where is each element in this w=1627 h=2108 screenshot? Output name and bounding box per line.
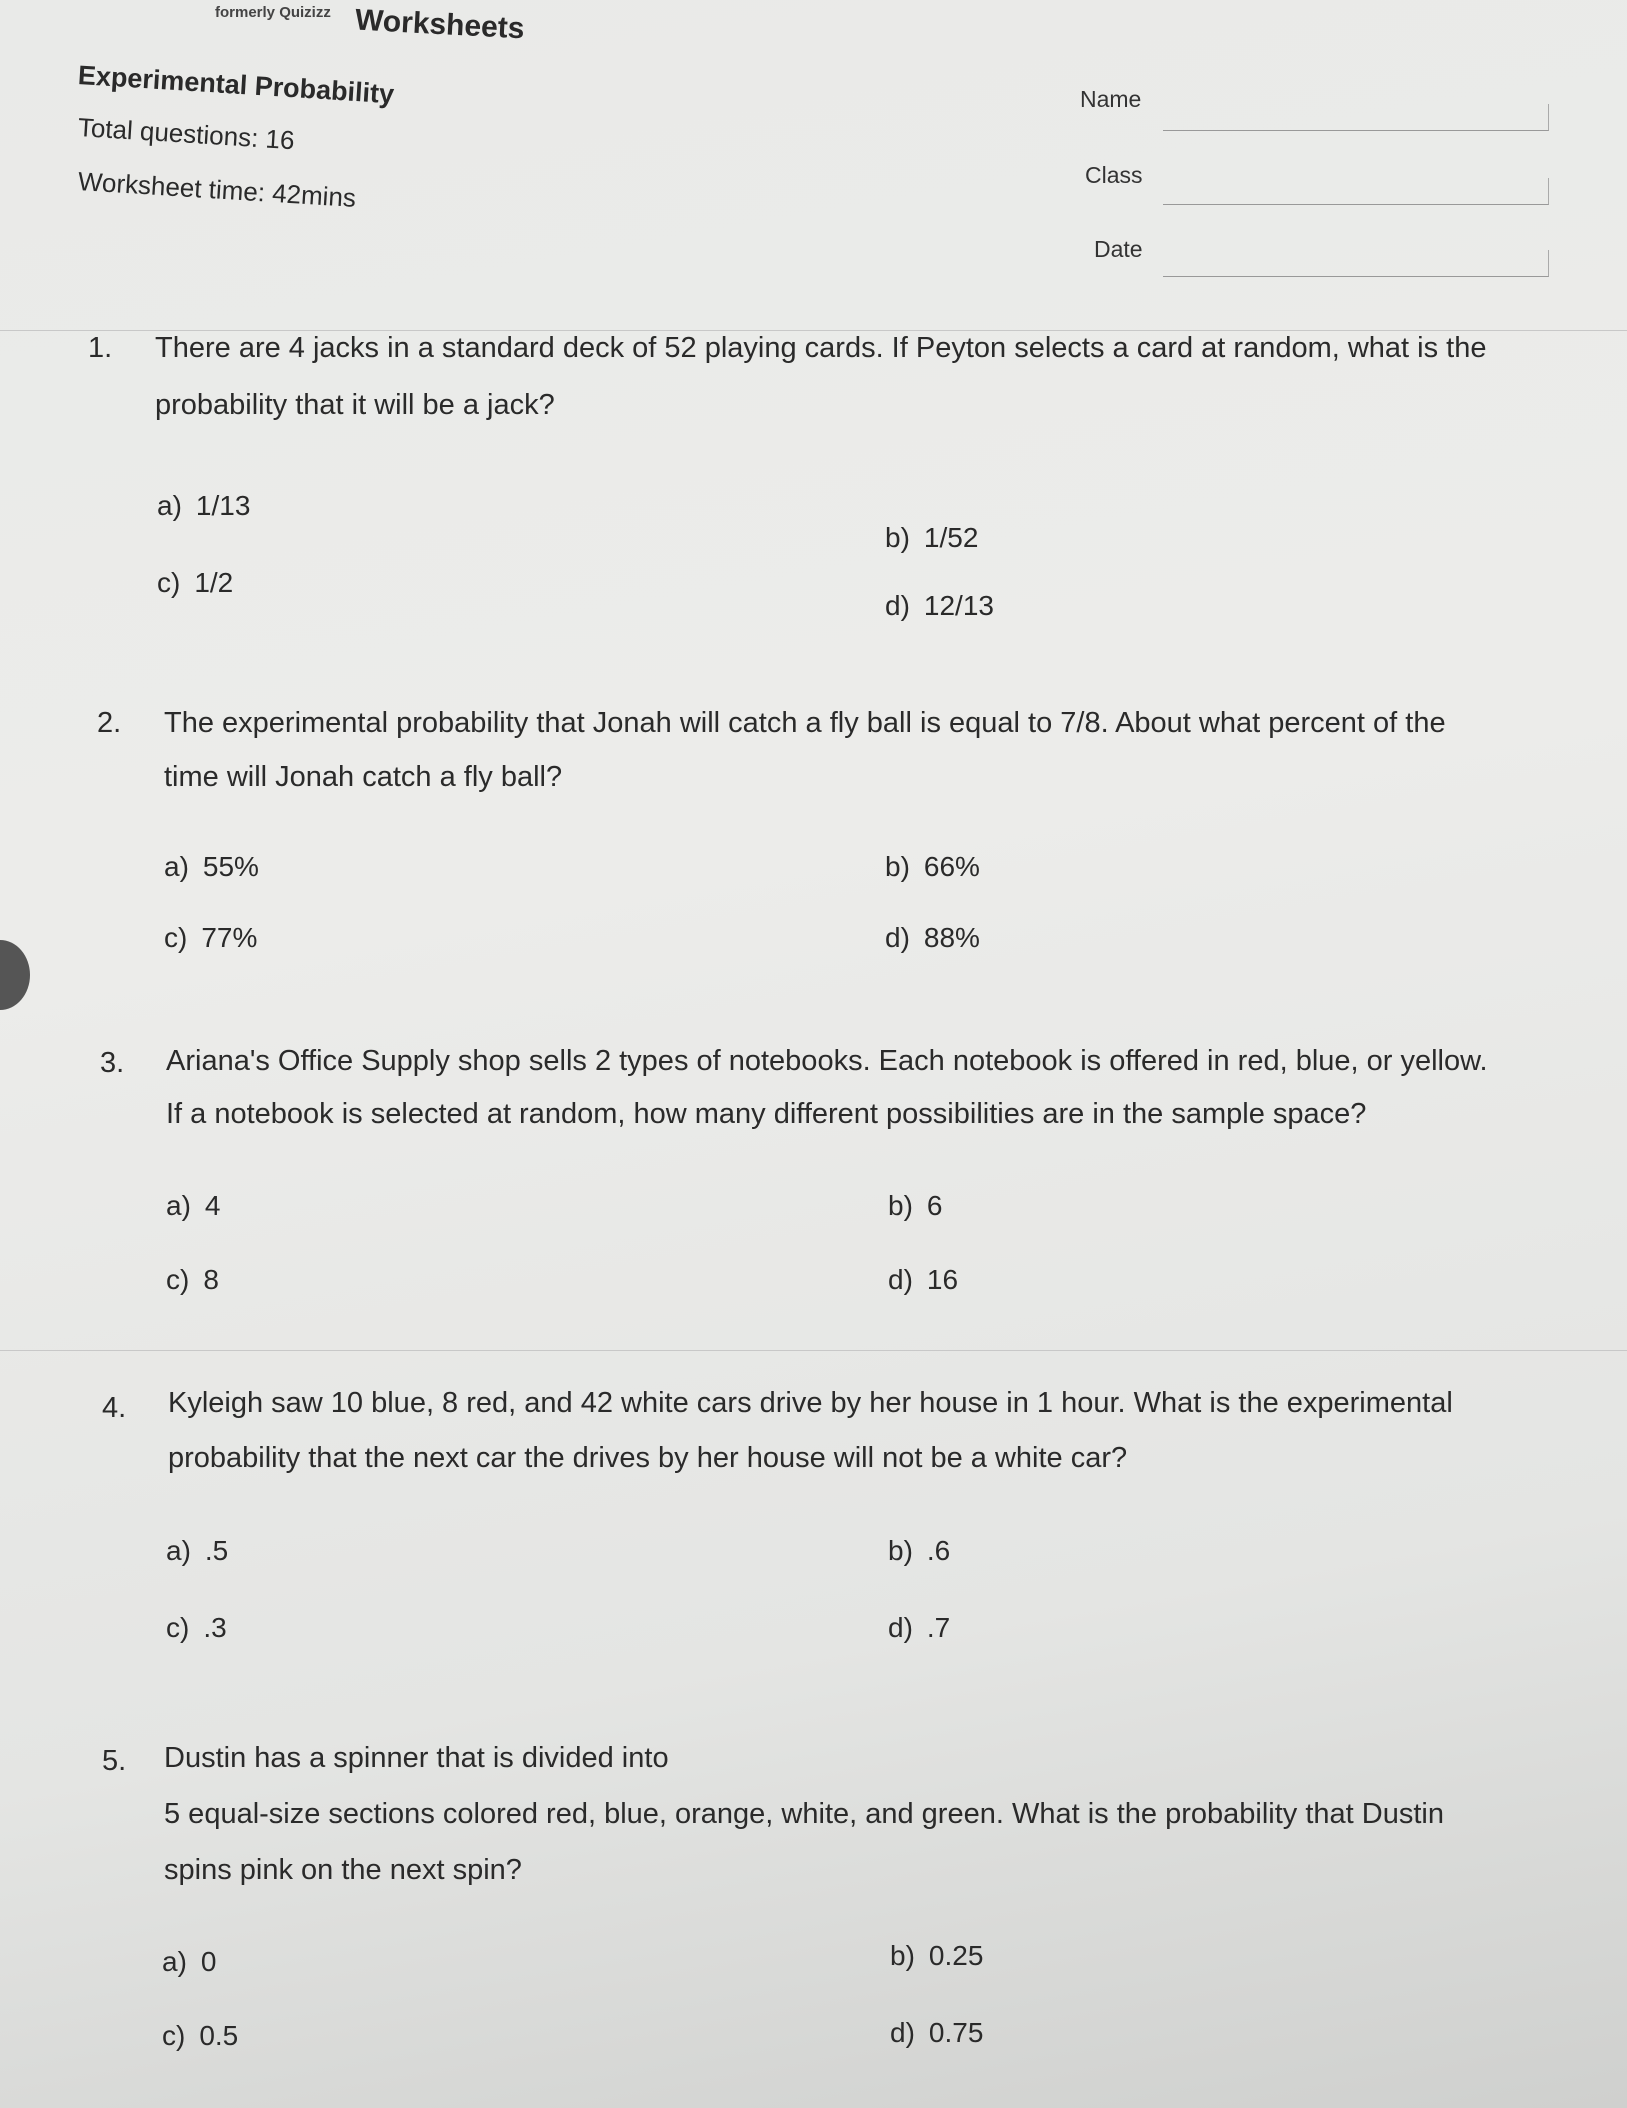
option-letter: c) [162,2020,186,2051]
option-letter: a) [166,1535,191,1566]
option-letter: d) [890,2017,915,2048]
question-number: 2. [97,707,122,739]
question-text: 5 equal-size sections colored red, blue, orange, white, and green. What is the probability that Dustin [164,1798,1444,1830]
date-field[interactable] [1163,250,1549,277]
option-text: 4 [204,1190,221,1221]
answer-option[interactable] [885,851,980,883]
finger-shadow [0,940,30,1010]
answer-option[interactable] [885,922,980,954]
option-letter: b) [888,1535,913,1566]
option-text: 0 [200,1946,217,1977]
option-letter: d) [885,922,910,953]
option-text: 88% [923,922,980,953]
option-letter: a) [166,1190,191,1221]
option-letter: a) [164,851,189,882]
question-number: 1. [88,332,113,364]
option-text: 0.75 [928,2017,984,2048]
answer-option[interactable] [166,1535,228,1567]
question-text: Ariana's Office Supply shop sells 2 types of notebooks. Each notebook is offered in red, blue, or yellow. [166,1045,1488,1077]
option-letter: b) [885,522,910,553]
answer-option[interactable] [888,1535,950,1567]
option-text: 8 [203,1264,219,1295]
answer-option[interactable] [157,567,233,599]
worksheet-time: Worksheet time: 42mins [77,166,357,213]
option-text: 0.5 [199,2020,239,2051]
answer-option[interactable] [888,1612,950,1644]
answer-option[interactable] [166,1190,220,1222]
question-number: 5. [102,1745,127,1777]
option-letter: c) [166,1264,190,1295]
answer-option[interactable] [162,2020,238,2052]
divider [0,1350,1627,1351]
worksheet-title: Experimental Probability [77,60,395,110]
question-text: If a notebook is selected at random, how many different possibilities are in the sample space? [166,1098,1367,1130]
question-text: time will Jonah catch a fly ball? [164,761,563,793]
question-text: spins pink on the next spin? [164,1854,522,1886]
name-label: Name [1080,86,1142,112]
date-label: Date [1094,236,1143,262]
option-letter: d) [885,590,910,621]
option-text: 0.25 [928,1940,984,1971]
class-field[interactable] [1163,178,1549,205]
answer-option[interactable] [166,1264,219,1296]
option-text: .5 [204,1535,229,1566]
option-text: 6 [926,1190,943,1221]
question-text: Dustin has a spinner that is divided into [164,1742,669,1774]
option-text: 1/52 [923,522,979,553]
option-text: 16 [926,1264,959,1295]
option-text: 1/13 [195,490,251,521]
class-label: Class [1085,162,1143,188]
option-letter: a) [157,490,182,521]
option-letter: b) [885,851,910,882]
answer-option[interactable] [888,1190,942,1222]
answer-option[interactable] [166,1612,227,1644]
total-questions: Total questions: 16 [77,112,296,156]
option-letter: c) [157,567,181,598]
option-text: .6 [926,1535,951,1566]
brand-title: Worksheets [354,3,526,46]
name-field[interactable] [1163,104,1549,131]
option-text: 55% [202,851,259,882]
option-letter: c) [164,922,188,953]
option-letter: d) [888,1612,913,1643]
option-letter: d) [888,1264,913,1295]
answer-option[interactable] [890,1940,983,1972]
question-number: 3. [100,1047,125,1079]
question-text: probability that the next car the drives by her house will not be a white car? [168,1442,1128,1474]
option-letter: b) [888,1190,913,1221]
question-text: The experimental probability that Jonah will catch a fly ball is equal to 7/8. About what percent of the [164,707,1446,739]
answer-option[interactable] [162,1946,216,1978]
option-text: 12/13 [923,590,994,621]
question-number: 4. [102,1392,127,1424]
answer-option[interactable] [164,922,257,954]
question-text: Kyleigh saw 10 blue, 8 red, and 42 white cars drive by her house in 1 hour. What is the experimental [168,1387,1453,1419]
option-letter: b) [890,1940,915,1971]
brand-logo: formerly Quizizz [215,4,331,21]
answer-option[interactable] [157,490,250,522]
answer-option[interactable] [885,522,978,554]
option-text: 77% [201,922,258,953]
option-text: .3 [203,1612,227,1643]
answer-option[interactable] [890,2017,983,2049]
answer-option[interactable] [164,851,259,883]
option-letter: c) [166,1612,190,1643]
question-text: probability that it will be a jack? [155,389,555,421]
answer-option[interactable] [888,1264,958,1296]
option-text: 66% [923,851,980,882]
answer-option[interactable] [885,590,994,622]
option-text: 1/2 [194,567,234,598]
question-text: There are 4 jacks in a standard deck of 52 playing cards. If Peyton selects a card at random, what is the [155,332,1487,364]
option-text: .7 [926,1612,951,1643]
option-letter: a) [162,1946,187,1977]
